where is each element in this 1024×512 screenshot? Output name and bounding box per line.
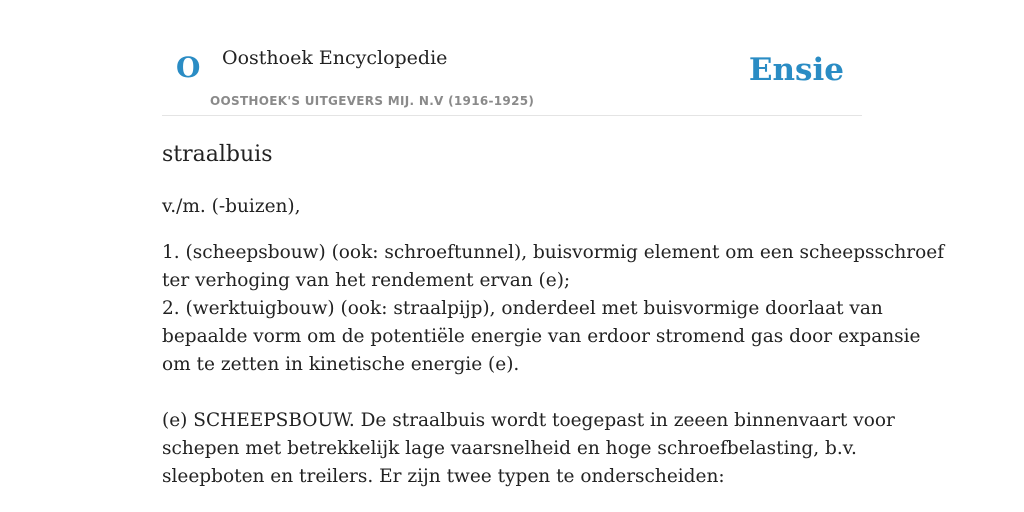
definition-line: om te zetten in kinetische energie (e).: [162, 354, 520, 375]
encyclopedia-page: [162, 0, 945, 487]
definition-line: 2. (werktuigbouw) (ook: straalpijp), onderdeel met buisvormige doorlaat van: [162, 298, 883, 319]
section-line: schepen met betrekkelijk lage vaarsnelheid en hoge schroefbelasting, b.v.: [162, 438, 857, 459]
site-subtitle: OOSTHOEK'S UITGEVERS MIJ. N.V (1916-1925): [210, 94, 535, 108]
ensie-brand-link[interactable]: Ensie: [748, 52, 844, 88]
definition-line: 1. (scheepsbouw) (ook: schroeftunnel), buisvormig element om een scheepsschroef: [162, 242, 945, 263]
entry-grammar: v./m. (-buizen),: [162, 196, 301, 217]
entry-section-scheepsbouw: [162, 407, 895, 491]
entry-headword: straalbuis: [162, 142, 273, 167]
site-header: [162, 0, 862, 116]
site-logo[interactable]: O: [176, 51, 201, 84]
site-title[interactable]: Oosthoek Encyclopedie: [222, 47, 448, 69]
section-line: sleepboten en treilers. Er zijn twee typen te onderscheiden:: [162, 466, 725, 487]
entry-definitions: [162, 239, 945, 379]
section-line: (e) SCHEEPSBOUW. De straalbuis wordt toegepast in zeeen binnenvaart voor: [162, 410, 895, 431]
definition-line: ter verhoging van het rendement ervan (e);: [162, 270, 571, 291]
definition-line: bepaalde vorm om de potentiële energie van erdoor stromend gas door expansie: [162, 326, 921, 347]
